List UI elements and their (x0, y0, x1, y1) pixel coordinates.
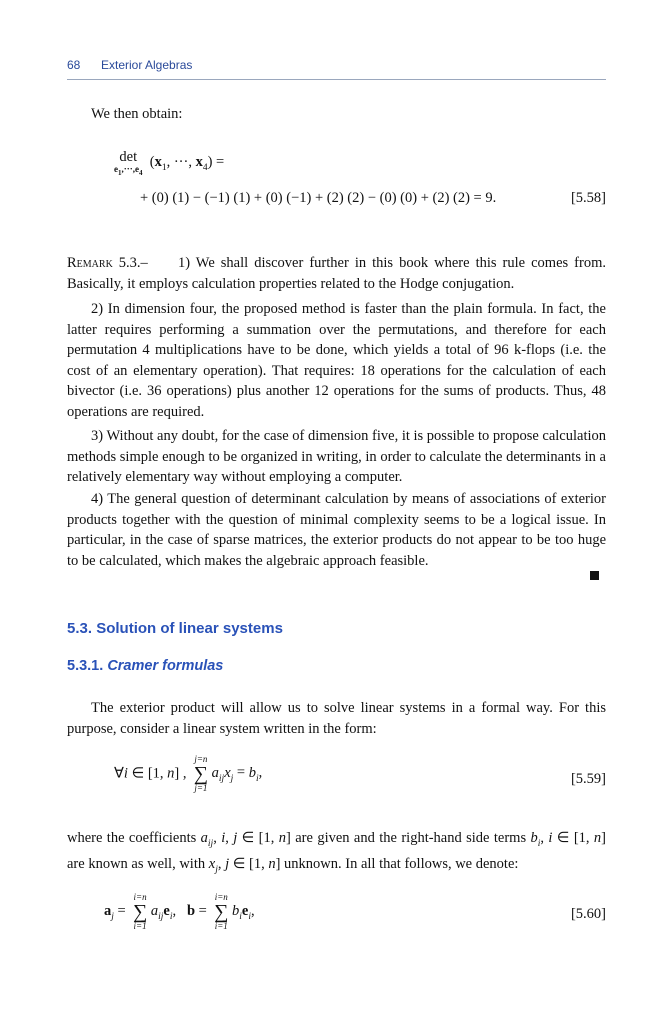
remark-paragraph-1 (67, 253, 606, 294)
qed-square (590, 571, 599, 580)
remark-paragraph-2: 2) In dimension four, the proposed method is faster than the plain formula. In fact, the latter requires performing a summation over the permutations, and therefore for each permutation 4 multiplications have to be done, which yields a total of 96 k-flops (i.e. the cost of an elementary operation). That requires: 18 operations for the calculation of each bivector (i.e. 36 operations) plus another 12 operations for the sums of products. Thus, 48 operations are required. (67, 301, 606, 420)
equation-5-58-line1: det $e_1,\cdot\cdot\cdot,e_4$ ($x_1$, ···, $x_4$) = (114, 149, 225, 177)
linear-system-paragraph: The exterior product will allow us to solve linear systems in a formal way. For this purpose, consider a linear system written in the form: (67, 700, 606, 737)
remark-p1-text: 1) We shall discover further in this book where this rule comes from. Basically, it employs calculation properties related to the Hodge conjugation. (67, 255, 606, 292)
where-text-end: unknown. In all that follows, we denote: (284, 856, 519, 873)
equation-label-5-58: [5.58] (570, 190, 606, 206)
intro-text: We then obtain: (91, 106, 183, 122)
equation-label-5-60: [5.60] (570, 906, 606, 922)
equation-5-58-line2: + (0) (1) − (−1) (1) + (0) (−1) + (2) (2) − (0) (0) + (2) (2) = 9. (140, 190, 497, 206)
section-number: 5.3. (67, 620, 93, 637)
remark-paragraph-3: 3) Without any doubt, for the case of dimension five, it is possible to propose calculation methods simple enough to be organized in writing, in order to calculate the determinants in a relatively elementary way without employing a computer. (67, 428, 607, 485)
running-title: Exterior Algebras (101, 58, 193, 72)
section-title: Solution of linear systems (96, 620, 283, 637)
equation-5-59: ∀i ∈ [1, n] , j=n ∑ j=1 $a_{ij}x_j = b_i$, (114, 754, 263, 793)
remark-label: Remark 5.3.– (67, 255, 148, 271)
equation-5-60: $a_j$ = i=n ∑ i=1 $a_{ij}e_i$, b = i=n ∑ i=1 $b_ie_i$, (104, 892, 255, 931)
subsection-heading (67, 658, 223, 674)
where-paragraph: where the coefficients $a_{ij}$, i, j ∈ [1, n] are given and the right-hand side terms $b_i$, i ∈ [1, n] are known as well, with $x_j$, j ∈ [1, n] unknown. In all that follows, we denote: (67, 830, 607, 876)
subsection-title: Cramer formulas (107, 658, 224, 674)
equation-label-5-59: [5.59] (570, 771, 606, 787)
running-header (67, 57, 606, 80)
remark-paragraph-4: 4) The general question of determinant calculation by means of associations of exterior products together with the question of minimal complexity seems to be a logical issue. In particular, in the case of sparse matrices, the exterior products do not appear to be too huge to be calculated, which makes the algebraic approach feasible. (67, 491, 606, 569)
section-heading (67, 620, 283, 637)
page-number: 68 (67, 58, 81, 72)
subsection-number: 5.3.1. (67, 658, 104, 674)
